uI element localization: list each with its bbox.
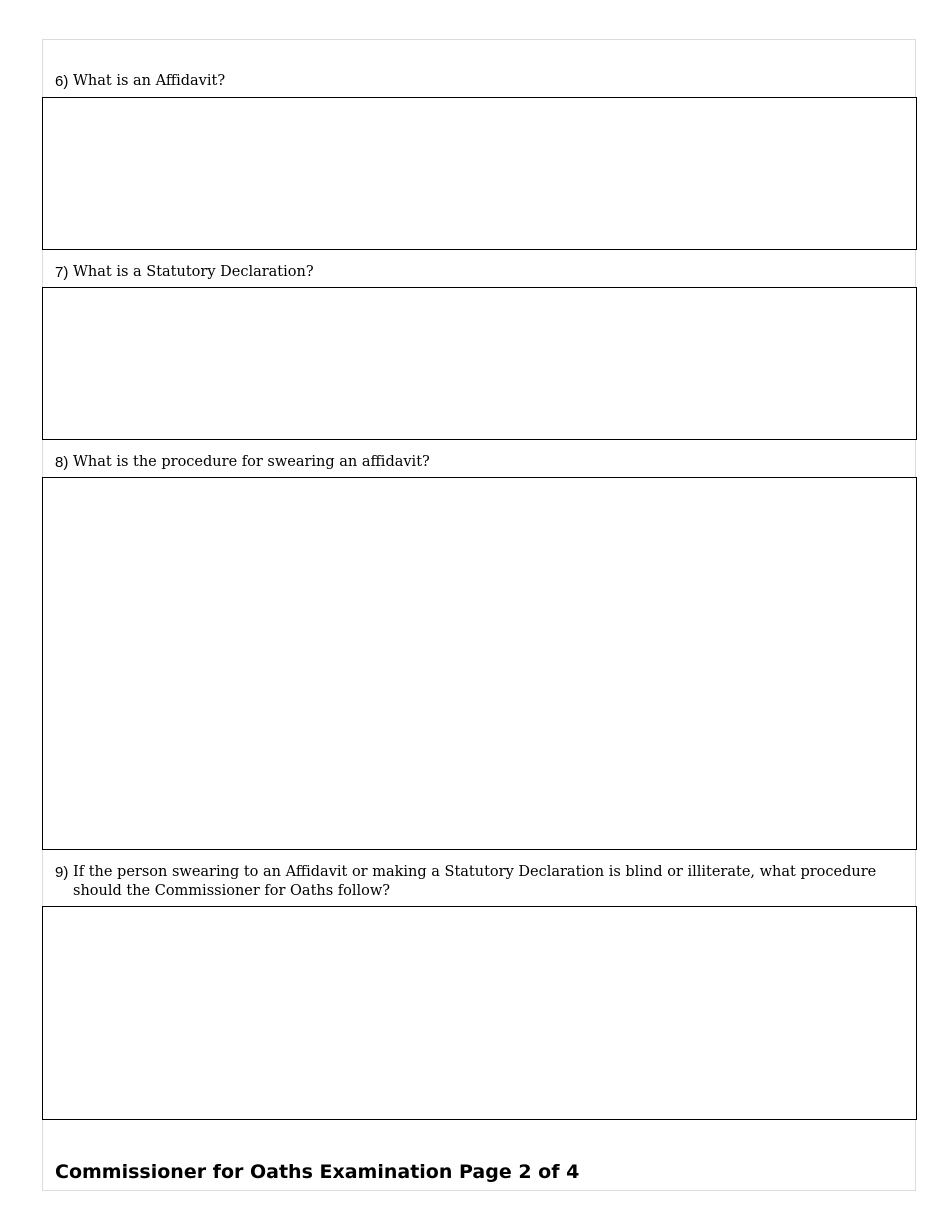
question-number: 8) [55,454,69,471]
answer-box-8[interactable] [42,477,917,850]
question-number: 6) [55,73,69,90]
question-text: What is the procedure for swearing an affidavit? [73,454,430,470]
answer-field-7[interactable] [43,288,916,439]
answer-box-7[interactable] [42,287,917,440]
question-8 [55,453,893,472]
page-footer: Commissioner for Oaths Examination Page 2 of 4 [55,1161,580,1183]
answer-box-9[interactable] [42,906,917,1120]
question-6 [55,72,893,91]
answer-field-9[interactable] [43,907,916,1119]
question-text: If the person swearing to an Affidavit or making a Statutory Declaration is blind or illiterate, what procedure should the Commissioner for Oaths follow? [73,864,877,899]
question-text: What is a Statutory Declaration? [73,264,314,280]
question-7 [55,263,893,282]
question-text: What is an Affidavit? [73,73,226,89]
answer-box-6[interactable] [42,97,917,250]
question-number: 9) [55,864,69,881]
answer-field-6[interactable] [43,98,916,249]
question-number: 7) [55,264,69,281]
question-9 [55,863,893,901]
answer-field-8[interactable] [43,478,916,849]
